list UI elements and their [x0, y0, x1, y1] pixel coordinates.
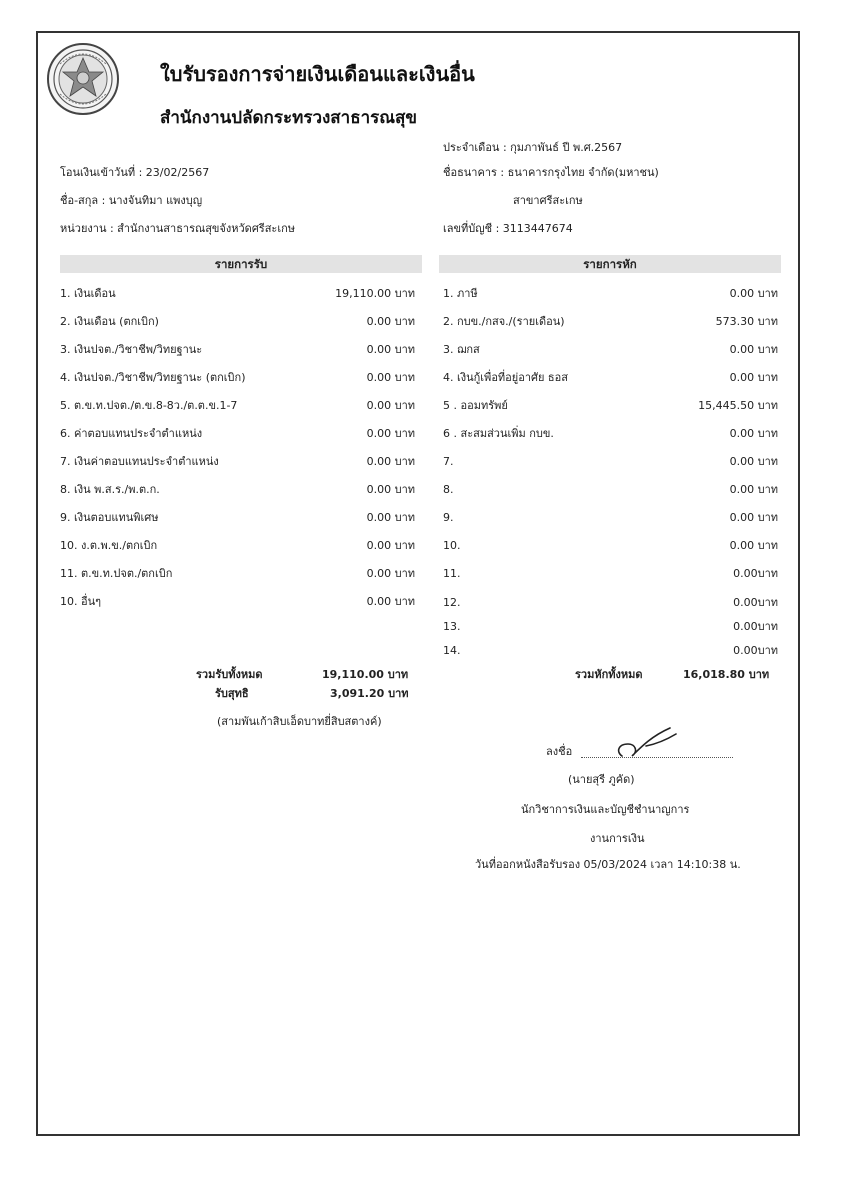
deduction-item-label: 2. กบข./กสจ./(รายเดือน) [443, 315, 565, 328]
deduction-item-row [443, 286, 778, 302]
deduction-item-amount: 0.00บาท [733, 644, 778, 657]
income-item-label: 7. เงินค่าตอบแทนประจำตำแหน่ง [60, 455, 219, 468]
deduction-item-row [443, 314, 778, 330]
section-name: งานการเงิน [590, 832, 645, 845]
deduction-item-label: 7. [443, 455, 454, 468]
sign-label: ลงชื่อ [546, 745, 573, 758]
income-item-amount: 0.00 บาท [366, 315, 415, 328]
deduction-item-row [443, 454, 778, 470]
income-item-amount: 0.00 บาท [366, 427, 415, 440]
ministry-seal-icon [46, 42, 120, 116]
income-item-label: 3. เงินปจต./วิชาชีพ/วิทยฐานะ [60, 343, 203, 356]
income-item-row [60, 594, 415, 610]
deduction-item-label: 3. ฌกส [443, 343, 480, 356]
deduction-item-row [443, 426, 778, 442]
deduction-item-label: 12. [443, 596, 461, 609]
deduction-header: รายการหัก [439, 255, 781, 273]
income-total-label: รวมรับทั้งหมด [196, 668, 263, 681]
income-item-row [60, 426, 415, 442]
deduction-item-amount: 0.00 บาท [729, 539, 778, 552]
deduction-item-label: 11. [443, 567, 461, 580]
income-item-amount: 0.00 บาท [366, 511, 415, 524]
deduction-item-row [443, 370, 778, 386]
deduction-item-row [443, 482, 778, 498]
deduction-item-label: 1. ภาษี [443, 287, 478, 300]
deduction-item-label: 10. [443, 539, 461, 552]
deduction-item-amount: 0.00 บาท [729, 511, 778, 524]
deduction-item-amount: 0.00 บาท [729, 455, 778, 468]
deduction-item-label: 5 . ออมทรัพย์ [443, 399, 508, 412]
income-item-amount: 0.00 บาท [366, 483, 415, 496]
income-item-row [60, 370, 415, 386]
officer-name: (นายสุรี ภูคัด) [568, 773, 635, 786]
deduction-item-amount: 15,445.50 บาท [698, 399, 778, 412]
deduction-item-row [443, 595, 778, 611]
deduction-item-amount: 0.00บาท [733, 596, 778, 609]
deduction-item-label: 4. เงินกู้เพื่อที่อยู่อาศัย ธอส [443, 371, 568, 384]
deduction-item-amount: 573.30 บาท [715, 315, 778, 328]
bank-name: ชื่อธนาคาร : ธนาคารกรุงไทย จำกัด(มหาชน) [443, 166, 659, 179]
deduction-item-row [443, 566, 778, 582]
income-item-label: 4. เงินปจต./วิชาชีพ/วิทยฐานะ (ตกเบิก) [60, 371, 246, 384]
income-item-label: 10. ง.ต.พ.ข./ตกเบิก [60, 539, 158, 552]
document-title: ใบรับรองการจ่ายเงินเดือนและเงินอื่น [160, 62, 475, 86]
income-item-row [60, 482, 415, 498]
deduction-item-amount: 0.00 บาท [729, 371, 778, 384]
income-item-row [60, 538, 415, 554]
agency: หน่วยงาน : สำนักงานสาธารณสุขจังหวัดศรีสะเกษ [60, 222, 295, 235]
deduction-total-label: รวมหักทั้งหมด [575, 668, 643, 681]
income-item-amount: 0.00 บาท [366, 455, 415, 468]
deduction-item-row [443, 398, 778, 414]
deduction-item-amount: 0.00 บาท [729, 427, 778, 440]
deduction-item-amount: 0.00บาท [733, 567, 778, 580]
deduction-item-row [443, 643, 778, 659]
income-item-label: 2. เงินเดือน (ตกเบิก) [60, 315, 159, 328]
income-item-amount: 0.00 บาท [366, 371, 415, 384]
deduction-item-label: 9. [443, 511, 454, 524]
income-item-label: 9. เงินตอบแทนพิเศษ [60, 511, 159, 524]
deduction-item-amount: 0.00 บาท [729, 483, 778, 496]
deduction-item-amount: 0.00 บาท [729, 343, 778, 356]
income-item-amount: 0.00 บาท [366, 595, 415, 608]
deduction-item-label: 14. [443, 644, 461, 657]
employee-name: ชื่อ-สกุล : นางจันทิมา แพงบุญ [60, 194, 203, 207]
deduction-item-label: 13. [443, 620, 461, 633]
deduction-total: 16,018.80 บาท [683, 668, 770, 681]
deduction-item-row [443, 619, 778, 635]
deduction-item-label: 6 . สะสมส่วนเพิ่ม กบข. [443, 427, 554, 440]
income-item-row [60, 286, 415, 302]
income-item-row [60, 398, 415, 414]
income-item-amount: 19,110.00 บาท [335, 287, 415, 300]
deduction-item-amount: 0.00บาท [733, 620, 778, 633]
income-item-row [60, 342, 415, 358]
income-item-amount: 0.00 บาท [366, 399, 415, 412]
income-item-row [60, 454, 415, 470]
income-item-label: 5. ต.ข.ท.ปจต./ต.ข.8-8ว./ต.ต.ข.1-7 [60, 399, 238, 412]
handwritten-signature [612, 722, 682, 762]
deduction-item-row [443, 342, 778, 358]
income-total: 19,110.00 บาท [322, 668, 409, 681]
organization-name: สำนักงานปลัดกระทรวงสาธารณสุข [160, 108, 418, 128]
bank-branch: สาขาศรีสะเกษ [513, 194, 583, 207]
income-item-amount: 0.00 บาท [366, 343, 415, 356]
deduction-item-amount: 0.00 บาท [729, 287, 778, 300]
net-pay-words: (สามพันเก้าสิบเอ็ดบาทยี่สิบสตางค์) [217, 715, 382, 728]
transfer-date: โอนเงินเข้าวันที่ : 23/02/2567 [60, 166, 210, 179]
income-item-row [60, 510, 415, 526]
income-item-label: 10. อื่นๆ [60, 595, 102, 608]
account-number: เลขที่บัญชี : 3113447674 [443, 222, 573, 235]
income-item-label: 11. ต.ข.ท.ปจต./ตกเบิก [60, 567, 173, 580]
income-item-label: 6. ค่าตอบแทนประจำตำแหน่ง [60, 427, 203, 440]
pay-month: ประจำเดือน : กุมภาพันธ์ ปี พ.ศ.2567 [443, 141, 623, 154]
income-item-amount: 0.00 บาท [366, 567, 415, 580]
net-pay-label: รับสุทธิ [215, 687, 249, 700]
income-item-label: 1. เงินเดือน [60, 287, 116, 300]
income-header: รายการรับ [60, 255, 422, 273]
deduction-item-row [443, 538, 778, 554]
income-item-row [60, 314, 415, 330]
net-pay: 3,091.20 บาท [330, 687, 409, 700]
officer-position: นักวิชาการเงินและบัญชีชำนาญการ [521, 803, 690, 816]
income-item-row [60, 566, 415, 582]
deduction-item-row [443, 510, 778, 526]
issue-timestamp: วันที่ออกหนังสือรับรอง 05/03/2024 เวลา 14:10:38 น. [475, 858, 741, 871]
income-item-label: 8. เงิน พ.ส.ร./พ.ต.ก. [60, 483, 160, 496]
income-item-amount: 0.00 บาท [366, 539, 415, 552]
deduction-item-label: 8. [443, 483, 454, 496]
